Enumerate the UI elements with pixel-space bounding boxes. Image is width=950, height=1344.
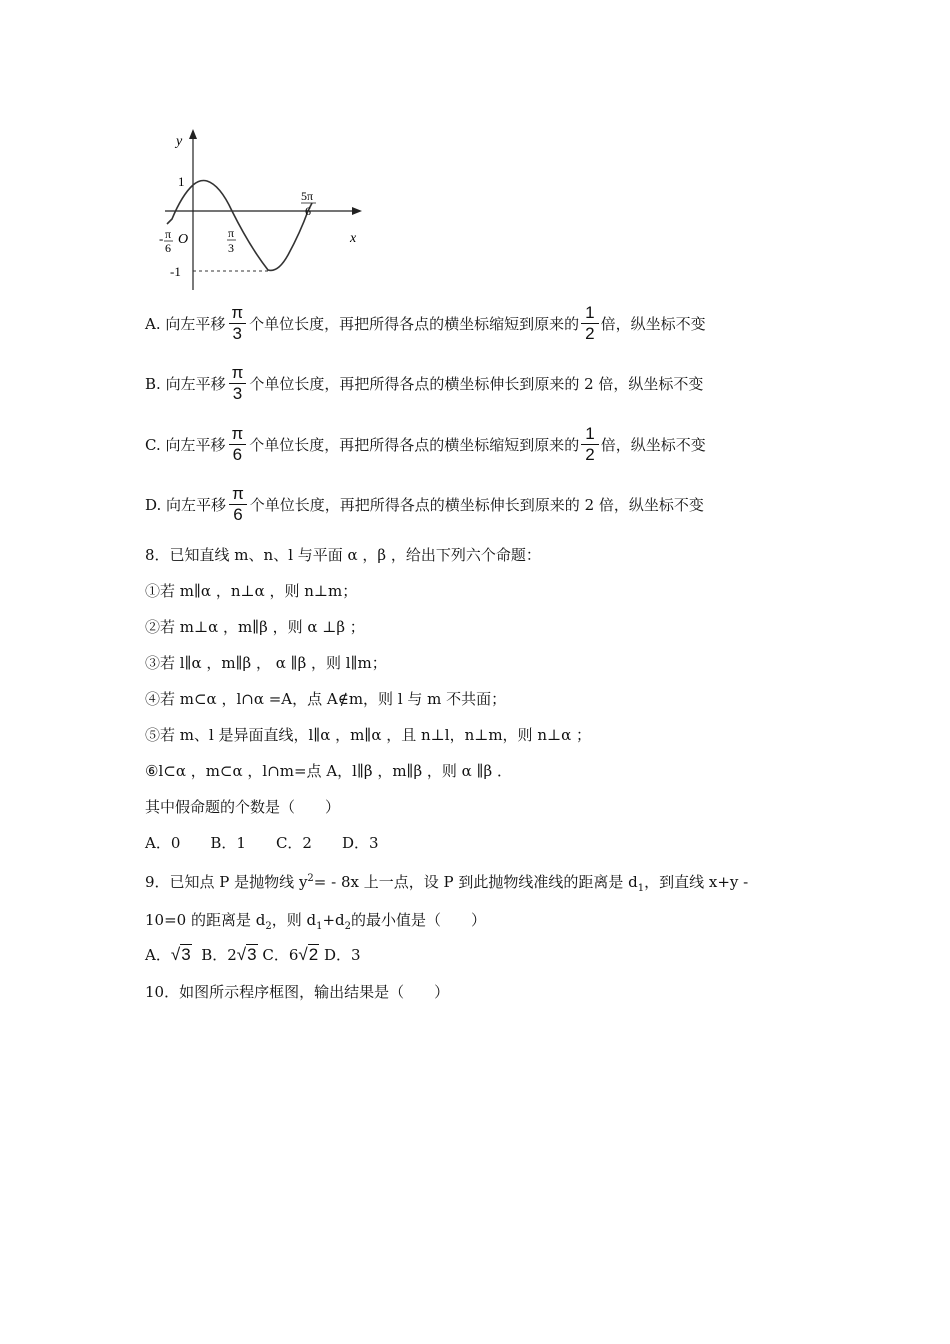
option-text: 个单位长度，再把所得各点的横坐标伸长到原来的 2 倍，纵坐标不变 bbox=[249, 496, 704, 514]
frac-den: 6 bbox=[229, 504, 246, 525]
option-text: 倍，纵坐标不变 bbox=[600, 315, 706, 333]
q8-item-6: ⑥l⊂α ，m⊂α ，l∩m=点 A，l∥β ，m∥β ，则 α ∥β ． bbox=[145, 762, 512, 780]
option-text: 倍，纵坐标不变 bbox=[600, 436, 706, 454]
y-axis-label: y bbox=[176, 134, 183, 149]
x-tick-six-a: 6 bbox=[165, 241, 171, 255]
x-tick-5pi: 5π bbox=[301, 189, 314, 203]
option-c bbox=[145, 424, 706, 465]
option-text: 向左平移 bbox=[166, 496, 227, 514]
frac-num: π bbox=[231, 424, 244, 443]
frac-den: 3 bbox=[229, 383, 246, 404]
fraction-1-2 bbox=[581, 303, 598, 344]
q9-sub: 2 bbox=[344, 921, 352, 932]
q9-text: = - 8x 上一点，设 P 到此抛物线准线的距离是 d bbox=[313, 873, 638, 891]
choice-label: C．6 bbox=[262, 946, 299, 964]
q8-item-4: ④若 m⊂α ，l∩α =A，点 A∉m，则 l 与 m 不共面； bbox=[145, 690, 507, 708]
fraction-pi-3 bbox=[227, 303, 247, 344]
frac-den: 6 bbox=[229, 444, 246, 465]
y-tick-neg1: -1 bbox=[170, 264, 181, 279]
sqrt-3: √3 bbox=[236, 945, 257, 964]
x-tick-pi-b: π bbox=[228, 226, 235, 240]
radicand: 3 bbox=[247, 945, 257, 964]
fraction-pi-6 bbox=[228, 424, 248, 465]
frac-num: π bbox=[231, 363, 244, 382]
q9-text: 的最小值是（ ） bbox=[351, 911, 487, 929]
frac-den: 2 bbox=[581, 444, 598, 465]
fraction-1-2 bbox=[581, 424, 598, 465]
frac-num: 1 bbox=[585, 303, 595, 322]
q8-item-5: ⑤若 m、l 是异面直线，l∥α ，m∥α ，且 n⊥l，n⊥m，则 n⊥α ； bbox=[145, 726, 591, 744]
q8-item-3: ③若 l∥α ，m∥β ， α ∥β ，则 l∥m； bbox=[145, 654, 387, 672]
option-text: 向左平移 bbox=[165, 315, 226, 333]
q9-text: 9．已知点 P 是抛物线 y bbox=[145, 873, 308, 891]
option-text: 个单位长度，再把所得各点的横坐标伸长到原来的 2 倍，纵坐标不变 bbox=[249, 375, 704, 393]
q9-text: 10=0 的距离是 d bbox=[145, 911, 266, 929]
q8-stem: 8．已知直线 m、n、l 与平面 α ，β ，给出下列六个命题： bbox=[145, 546, 541, 564]
q9-text: ，则 d bbox=[271, 911, 317, 929]
x-tick-three: 3 bbox=[228, 241, 234, 255]
option-letter: B. bbox=[145, 374, 161, 393]
y-tick-1: 1 bbox=[178, 174, 185, 189]
radicand: 2 bbox=[308, 945, 319, 964]
sqrt-2: √2 bbox=[298, 945, 319, 964]
option-b bbox=[145, 363, 703, 404]
sine-graph bbox=[160, 125, 365, 295]
option-text: 向左平移 bbox=[165, 375, 226, 393]
q8-question: 其中假命题的个数是（ ） bbox=[145, 798, 341, 816]
option-letter: D. bbox=[145, 495, 162, 514]
radicand: 3 bbox=[181, 945, 191, 964]
option-text: 个单位长度，再把所得各点的横坐标缩短到原来的 bbox=[249, 315, 580, 333]
q9-sub: 1 bbox=[316, 921, 323, 932]
q9-line-2 bbox=[145, 910, 486, 937]
choice-label: A． bbox=[145, 946, 171, 964]
frac-num: π bbox=[232, 484, 244, 503]
q9-sub: 2 bbox=[265, 921, 272, 932]
q9-sub: 1 bbox=[637, 883, 645, 894]
x-tick-six-b: 6 bbox=[305, 204, 311, 218]
q9-choices bbox=[145, 945, 361, 965]
option-d bbox=[145, 484, 704, 525]
q9-text: ，到直线 x+y - bbox=[644, 873, 749, 891]
option-letter: C. bbox=[145, 435, 161, 454]
frac-den: 2 bbox=[581, 323, 598, 344]
frac-num: π bbox=[231, 303, 244, 322]
q9-sup: 2 bbox=[307, 873, 314, 884]
option-text: 个单位长度，再把所得各点的横坐标缩短到原来的 bbox=[249, 436, 580, 454]
option-letter: A. bbox=[145, 314, 161, 333]
x-axis-label: x bbox=[350, 231, 357, 246]
q9-line-1 bbox=[145, 869, 748, 899]
origin-label: O bbox=[178, 232, 189, 247]
q10-stem: 10．如图所示程序框图，输出结果是（ ） bbox=[145, 983, 450, 1001]
q8-item-2: ②若 m⊥α ，m∥β ，则 α ⊥β ； bbox=[145, 618, 365, 636]
choice-label: D．3 bbox=[324, 946, 361, 964]
choice-label: B．2 bbox=[201, 946, 237, 964]
x-tick-neg-sign: - bbox=[159, 231, 164, 246]
frac-den: 3 bbox=[229, 323, 246, 344]
frac-num: 1 bbox=[585, 424, 595, 443]
q9-text: +d bbox=[322, 911, 345, 929]
x-tick-pi-a: π bbox=[165, 227, 172, 241]
fraction-pi-6 bbox=[228, 484, 248, 525]
sqrt-3: √3 bbox=[170, 945, 191, 964]
fraction-pi-3 bbox=[228, 363, 248, 404]
option-a bbox=[145, 303, 706, 344]
option-text: 向左平移 bbox=[165, 436, 226, 454]
q8-choices: A．0 B．1 C．2 D．3 bbox=[145, 834, 379, 852]
q8-item-1: ①若 m∥α ，n⊥α ，则 n⊥m； bbox=[145, 582, 358, 600]
sine-curve bbox=[167, 181, 312, 271]
